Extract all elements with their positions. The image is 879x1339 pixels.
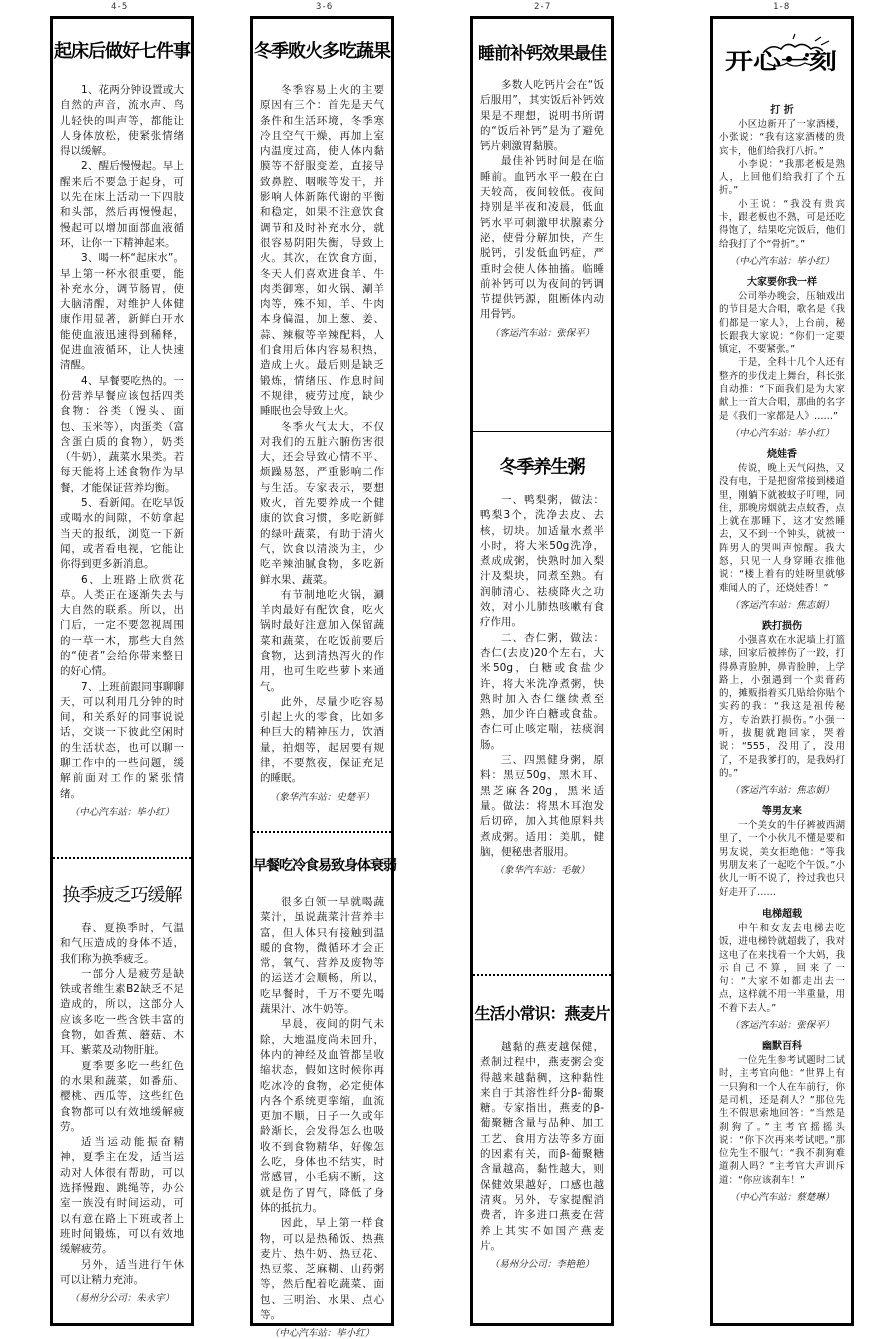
article-byline: （象华汽车站：毛敏） xyxy=(494,865,590,877)
article-byline: （中心汽车站：毕小红） xyxy=(69,806,175,818)
article-paragraph: 另外，适当进行午休可以让精力充沛。 xyxy=(60,1258,184,1286)
joke-paragraph: 传说，晚上天气闷热，又没有电，于是把窗常接到楼道里，刚躺下就被蚊子叮哩，同住，那晚房烟就去点蚊香，点上就在那睡下，这才安然睡去，又不到一个钟头，就被一阵男人的哭叫声惊醒。我大怒，只见一人身穿睡衣推他说：“楼上着有的娃呀里就够难闻人的了，还烧娃香！” xyxy=(719,462,845,594)
newspaper-column xyxy=(50,16,194,1326)
joke-paragraph: 小区边新开了一家酒楼，小张说：“我有这家酒楼的贵宾卡，他们给我打八折。” xyxy=(719,119,845,157)
article-paragraph: 一、鸭梨粥，做法：鸭梨3个，洗净去皮、去核，切块。加适量水煮半小时，将大米50g洗净，煮成成粥，快熟时加入梨汁及梨块，同煮至熟。有润肺清心、祛痰降火之功效，对小儿肺热咳嗽有食疗作用。 xyxy=(480,494,604,629)
joke-paragraph: 一个美女的牛仔裤被西湖里了，一个小伙儿不懂是要和男友说，美女拒绝他：“等我男朋友来了一起吃个午饭。”小伙儿一听不说了，拎过我也只好走开了…… xyxy=(719,820,845,898)
article xyxy=(53,861,191,1323)
article-headline: 早餐吃冷食易致身体衰弱 xyxy=(253,858,396,874)
joke-byline: （中心汽车站：毕小红） xyxy=(729,255,835,267)
article-paragraph: 多数人吃钙片会在“饭后服用”，其实饭后补钙效果是不理想，说明书所谓的“饭后补钙”是为了避免钙片刺激胃黏膜。 xyxy=(480,79,604,153)
article-paragraph: 冬季火气太大，不仅对我们的五脏六腑伤害很大，还会导致心情不平、烦躁易怒，严重影响二作与生活。专家表示，要想败火，首先要养成一个健康的饮食习惯，多吃新鲜的绿叶蔬菜，有助于清火气，饮食以清淡为主，少吃辛辣油腻食物，多吃新鲜水果、蔬菜。 xyxy=(260,420,384,586)
article xyxy=(253,835,396,1339)
joke-paragraph: 小李说：“我那老板是熟人，上回他们给我打了个五折。” xyxy=(719,158,845,197)
page-number: 1-8 xyxy=(773,2,790,12)
article xyxy=(473,979,611,1323)
article-divider xyxy=(53,857,191,859)
article-byline: （易州分公司：李艳艳） xyxy=(489,1259,595,1271)
joke-paragraph: 公司举办晚会，压轴戏出的节目是大合唱，歌名是《我们都是一家人》，上台前，秘长跟我大家说：“你们一定要镇定，不要紧张。” xyxy=(719,290,845,356)
article-headline: 睡前补钙效果最佳 xyxy=(478,44,606,64)
newspaper-column xyxy=(470,16,614,1326)
article-paragraph: 夏季要多吃一些红色的水果和蔬菜，如番茄、樱桃、西瓜等，这些红色食物都可以有效地缓解疲劳。 xyxy=(60,1059,184,1133)
page-number: 2-7 xyxy=(534,2,551,12)
joke-paragraph: 中午和女友去电梯去吃饭，进电梯铃就超载了，我对这电了在来找看一个大妈，我示自己不算，回来了一句：“大家不如都走出去一点，这样就不用一半重量，用不着下去人。” xyxy=(719,922,845,1014)
article-paragraph: 二、杏仁粥，做法：杏仁(去皮)20个左右，大米50g，白糖或食盐少许，将大米洗净煮粥，快熟时加入杏仁继续煮至熟，加少许白糖或食盐。杏仁可止咳定喘，祛痰润肠。 xyxy=(480,631,604,751)
article-headline: 冬季养生粥 xyxy=(499,457,585,478)
article-paragraph: 7、上班前跟同事聊聊天，可以利用几分钟的时间，和关系好的同事说说话，交谈一下彼此空闲时的生活状态，也可以聊一聊工作中的一些问题，缓解前面对工作的紧张情绪。 xyxy=(60,680,184,800)
article-paragraph: 1、花两分钟设置或大自然的声音，流水声、鸟儿轻快的叫声等，都能让人身体放松，使紧张情绪得以缓解。 xyxy=(60,84,184,158)
article-paragraph: 此外，尽量少吃容易引起上火的零食，比如多种巨大的精神压力，饮酒量，拍烟等，起居要有规律，不要熬夜，保证充足的睡眠。 xyxy=(260,695,384,785)
article-paragraph: 4、早餐要吃热的。一份营养早餐应该包括四类食物：谷类（馒头、面包、玉米等），肉蛋类（富含蛋白质的食物），奶类（牛奶），蔬菜水果类。若每天能将上述食物作为早餐，才能保证营养均衡。 xyxy=(60,374,184,494)
article-byline: （象华汽车站：史楚平） xyxy=(269,791,375,803)
masthead-logo xyxy=(723,33,841,81)
article-paragraph: 适当运动能振奋精神，夏季主在发，适当运动对人体很有帮助，可以选择慢跑、跳绳等，办公室一族没有时间运动，可以有意在路上下班或者上班时间锻炼，可以有效地缓解疲劳。 xyxy=(60,1136,184,1256)
article-divider xyxy=(253,831,391,833)
page-number: 4-5 xyxy=(111,2,128,12)
joke-byline: （客运汽车站：张保平） xyxy=(729,1020,835,1032)
article-byline: （易州分公司：朱永宇） xyxy=(69,1293,175,1305)
article xyxy=(473,435,611,971)
newspaper-column xyxy=(710,16,854,1326)
article-paragraph: 冬季容易上火的主要原因有三个：首先是天气条件和生活环境，冬季寒冷且空气干燥，再加上室内温度过高，使人体内黏膜等不舒服变差，直接导致鼻腔、咽喉等发干，并影响人体新陈代谢的平衡和稳定，如果不注意饮食调节和及时补充水分，就很容易阴阳失衡，导致上火。其次，在饮食方面，冬天人们喜欢进食羊、牛肉类御寒，如火锅、涮羊肉等，殊不知，羊、牛肉本身偏温，加上葱、姜、蒜、辣椒等辛辣配料，人们食用后体内容易积热，造成上火。最后则是缺乏锻炼，情绪压、作息时间不规律，疲劳过度，缺少睡眠也会导致上火。 xyxy=(260,84,384,418)
joke-paragraph: 于是，全科十几个人还有整齐的步伐走上舞台，科长张自动推：“下面我们是为大家献上一首大合唱，那曲的名字是《我们一家都是人》……” xyxy=(719,357,845,422)
article-paragraph: 6、上班路上欣赏花草。人类正在逐渐失去与大自然的联系。所以，出门后，一定不要忽视周围的一草一木，那些大自然的“使者”会给你带来整日的好心情。 xyxy=(60,573,184,678)
joke-title: 电梯超载 xyxy=(762,908,802,920)
article-paragraph: 因此，早上第一样食物，可以是热稀饭、热燕麦片、热牛奶、热豆花、热豆浆、芝麻糊、山药粥等，然后配着吃蔬菜、面包、三明治、水果、点心等。 xyxy=(260,1217,384,1322)
article-divider xyxy=(473,974,611,976)
joke-title: 大家要你我一样 xyxy=(747,276,817,288)
article-paragraph: 早晨，夜间的阴气未除，大地温度尚未回升，体内的神经及血管都呈收缩状态，假如这时候你再吃冰冷的食物，必定使体内各个系统更挛缩，血流更加不顺，日子一久或年龄渐长，会发得怎么也吸收不到食物精华，好像怎么吃，身体也不结实，时常感冒，小毛病不断，这就是伤了胃气，降低了身体的抵抗力。 xyxy=(260,1018,384,1214)
article-headline: 换季疲乏巧缓解 xyxy=(62,885,182,906)
logo-artwork xyxy=(723,33,841,81)
article-paragraph: 一部分人是疲劳是缺铁或者维生素B2缺乏不足造成的，所以，这部分人应该多吃一些含铁丰富的食物，如香蕉、蘑菇、木耳、紫菜及动物肝脏。 xyxy=(60,967,184,1057)
page-number: 3-6 xyxy=(316,2,333,12)
joke-byline: （中心汽车站：毕小红） xyxy=(729,427,835,439)
article-paragraph: 春、夏换季时，气温和气压造成的身体不适，我们称为换季疲乏。 xyxy=(60,922,184,965)
article xyxy=(53,19,191,855)
article-byline: （中心汽车站：毕小红） xyxy=(269,1328,375,1339)
article-paragraph: 最佳补钙时间是在临睡前。血钙水平一般在白天较高，夜间较低。夜间持别是半夜和凌晨，低血钙水平可刺激甲状腺素分泌，使骨分解加快，产生脱钙，引发低血钙症，严重时会使人体抽搐。临睡前补钙可以为夜间的钙调节提供钙源，阻断体内动用骨钙。 xyxy=(480,155,604,321)
article-byline: （客运汽车站：张保平） xyxy=(489,327,595,339)
article-paragraph: 3、喝一杯“起床水”。早上第一杯水很重要，能补充水分，调节肠胃，使大脑清醒，对维护人体健康作用显著，新鲜白开水能使血液迅速得到稀释，促进血液循环，让人快速清醒。 xyxy=(60,252,184,372)
article-headline: 冬季败火多吃蔬果 xyxy=(254,41,390,62)
article-paragraph: 很多白领一早就喝蔬菜汁，虽说蔬菜汁营养丰富，但人体只有接触到温暖的食物，微循环才会正常，氧气、营养及废物等的运送才会顺畅，所以，吃早餐时，千万不要先喝蔬果汁、冰牛奶等。 xyxy=(260,896,384,1016)
newspaper-column xyxy=(250,16,396,1339)
article-paragraph: 2、醒后慢慢起。早上醒来后不要急于起身，可以先在床上活动一下四肢和头部，然后再慢慢起，慢起可以增加面部血液循环，让你一下精神起来。 xyxy=(60,160,184,249)
logo-text: 开心一刻 xyxy=(725,50,837,75)
article-paragraph: 越黏的燕麦越保健，煮制过程中，燕麦粥会变得越来越黏稠，这种黏性来自于其溶性纤分β-葡聚糖。专家指出，燕麦的β-葡聚糖含量与品种、加工工艺、食用方法等多方面的因素有关，而β-葡聚糖含量越高，黏性越大，则保健效果越好，口感也越清爽。另外，专家提醒消费者，许多进口燕麦在营养上其实不如国产燕麦片。 xyxy=(480,1041,604,1252)
article-paragraph: 有节制地吃火锅，涮羊肉最好有配饮食，吃火锅时最好注意加入保留蔬菜和蔬菜，在吃饭前要后食物，达到清热泻火的作用，也可生吃些萝卜来通气。 xyxy=(260,588,384,693)
joke-paragraph: 一位先生参考试题时二试时，主考官向他：“世界上有一只狗和一个人在车前行，你是司机，还是刹人？”那位先生不假思索地回答：“当然是刹狗了。”主考官摇摇头说：“你下次再来考试吧。”那位先生不服气：“我不刹狗难道刹人吗？”主考官大声训斥道：“你应该刹车！” xyxy=(719,1055,845,1186)
joke-title: 跌打损伤 xyxy=(762,620,802,632)
joke-byline: （客运汽车站：焦志娟） xyxy=(729,599,835,611)
joke-title: 幽默百科 xyxy=(762,1041,802,1053)
joke-title: 打 折 xyxy=(770,105,794,116)
article xyxy=(473,19,611,429)
joke-paragraph: 小强喜欢在水泥墙上打篮球，回家后被摔伤了一跤，打得鼻青脸肿，鼻青脸肿，上学路上，小强遇到一个卖膏药的，摊贩指着买几贴给你贴个实药的我：“我这是祖传秘方，专治跌打损伤。”小强一听，拔腿就跑回家，哭着说：“555，没用了，没用了，不是我爹打的，是我妈打的。” xyxy=(719,634,845,779)
joke-paragraph: 小王说：“我没有贵宾卡，跟老板也不熟，可是还吃得饱了，结果吃完饭后，他们给我打了个“骨折”。” xyxy=(719,198,845,250)
joke-byline: （客运汽车站：焦志娟） xyxy=(729,785,835,797)
joke-title: 烧娃香 xyxy=(767,448,797,460)
article-paragraph: 5、看新闻。在吃早饭或喝水的间隙，不妨拿起当天的报纸，浏览一下新闻，或者看电视，它能让你得到更多新消息。 xyxy=(60,497,184,571)
joke-title: 等男友来 xyxy=(762,806,802,818)
article-divider xyxy=(473,431,611,432)
article-headline: 起床后做好七件事 xyxy=(54,41,190,62)
joke-byline: （中心汽车站：蔡楚琳） xyxy=(729,1192,835,1203)
article-headline: 生活小常识：燕麦片 xyxy=(474,1004,610,1023)
article-paragraph: 三、四黑健身粥，原料：黑豆50g，黑木耳、黑芝麻各20g，黑米适量。做法：将黑木耳泡发后切碎，加入其他原料共煮成粥。适用：美肌，健脑，便秘患者服用。 xyxy=(480,754,604,858)
article xyxy=(253,19,391,827)
